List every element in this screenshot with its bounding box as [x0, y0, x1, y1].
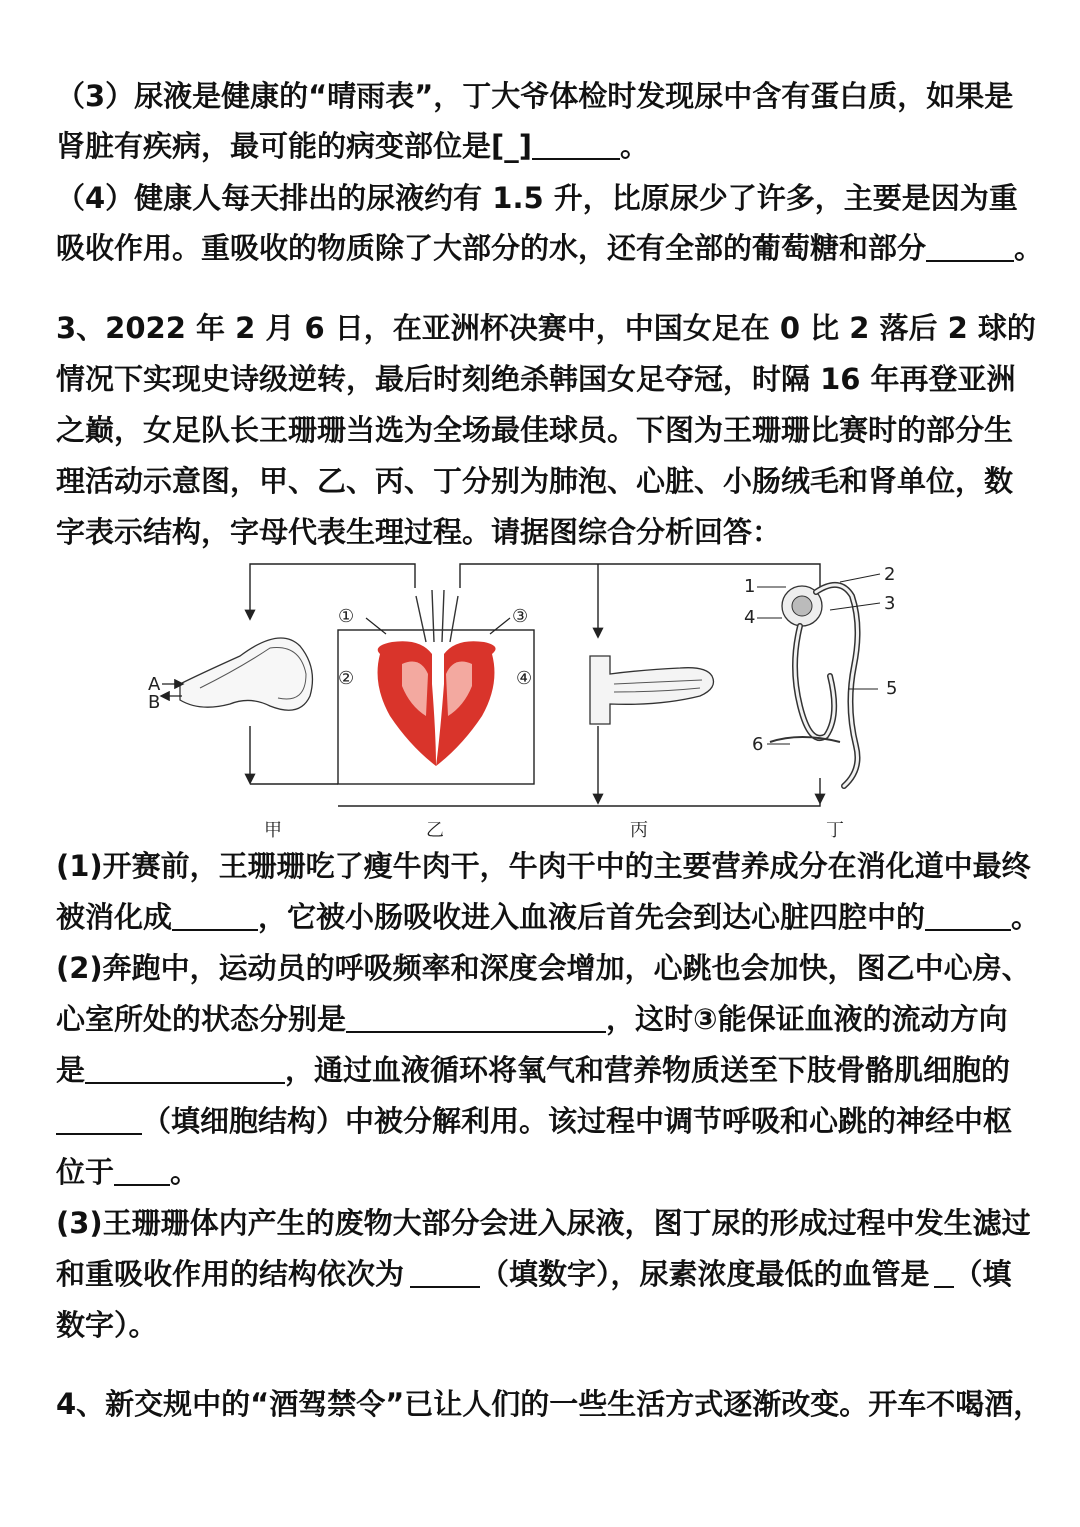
answer-blank[interactable] — [114, 1156, 170, 1186]
heart-illustration — [366, 590, 510, 766]
answer-blank[interactable] — [172, 901, 258, 931]
sub-question-3: (3)王珊珊体内产生的废物大部分会进入尿液，图丁尿的形成过程中发生滤过 — [56, 1206, 1031, 1240]
text-line: （3）尿液是健康的“晴雨表”，丁大爷体检时发现尿中含有蛋白质，如果是 — [56, 79, 1014, 113]
answer-blank[interactable] — [532, 130, 620, 160]
circulation-line — [338, 796, 820, 806]
label-n4: 4 — [744, 607, 756, 628]
label-n6: 6 — [752, 734, 764, 755]
sub-question-3: 和重吸收作用的结构依次为 （填数字），尿素浓度最低的血管是 （填 — [56, 1257, 1012, 1291]
answer-blank[interactable] — [926, 232, 1014, 262]
sub-question-1: 被消化成 ，它被小肠吸收进入血液后首先会到达心脏四腔中的 。 — [56, 900, 1041, 934]
question-3-text: 理活动示意图，甲、乙、丙、丁分别为肺泡、心脏、小肠绒毛和肾单位，数 — [56, 464, 1014, 498]
sub-question-2: 是 ，通过血液循环将氧气和营养物质送至下肢骨骼肌细胞的 — [56, 1053, 1011, 1087]
sub-question-3: 数字）。 — [56, 1308, 158, 1342]
physiology-diagram — [140, 556, 930, 846]
label-c2: ② — [338, 668, 355, 689]
answer-blank[interactable] — [410, 1258, 480, 1288]
heart-box — [338, 630, 534, 784]
question-3-text: 3、2022 年 2 月 6 日，在亚洲杯决赛中，中国女足在 0 比 2 落后 2 球的 — [56, 311, 1036, 345]
label-A: A — [148, 674, 161, 695]
label-c3: ③ — [512, 606, 529, 627]
answer-blank[interactable] — [346, 1003, 606, 1033]
label-n1: 1 — [744, 576, 756, 597]
question-3-text: 字表示结构，字母代表生理过程。请据图综合分析回答： — [56, 515, 782, 549]
text-line: 吸收作用。重吸收的物质除了大部分的水，还有全部的葡萄糖和部分 。 — [56, 231, 1044, 265]
question-3-text: 情况下实现史诗级逆转，最后时刻绝杀韩国女足夺冠，时隔 16 年再登亚洲 — [56, 362, 1016, 396]
answer-blank[interactable] — [934, 1258, 954, 1288]
label-B: B — [148, 692, 161, 713]
answer-blank[interactable] — [56, 1105, 142, 1135]
question-4-text: 4、新交规中的“酒驾禁令”已让人们的一些生活方式逐渐改变。开车不喝酒， — [56, 1387, 1043, 1421]
nephron-illustration — [757, 574, 880, 786]
label-yi: 乙 — [426, 820, 444, 841]
answer-blank[interactable] — [925, 901, 1011, 931]
label-c4: ④ — [516, 668, 533, 689]
alveolus-illustration — [162, 638, 312, 710]
sub-question-1: (1)开赛前，王珊珊吃了瘦牛肉干，牛肉干中的主要营养成分在消化道中最终 — [56, 849, 1031, 883]
circulation-line — [460, 564, 820, 588]
label-c1: ① — [338, 606, 355, 627]
sub-question-2: （填细胞结构）中被分解利用。该过程中调节呼吸和心跳的神经中枢 — [56, 1099, 1012, 1140]
text-line: 肾脏有疾病，最可能的病变部位是[_] 。 — [56, 129, 650, 163]
diagram-svg — [140, 556, 930, 846]
sub-question-2: (2)奔跑中，运动员的呼吸频率和深度会增加，心跳也会加快，图乙中心房、 — [56, 951, 1031, 985]
circulation-line — [250, 564, 415, 618]
sub-question-2: 心室所处的状态分别是 ，这时③能保证血液的流动方向 — [56, 1002, 1008, 1036]
villus-illustration — [590, 656, 714, 724]
label-ding: 丁 — [826, 820, 844, 841]
label-n2: 2 — [884, 564, 896, 585]
answer-blank[interactable] — [85, 1054, 285, 1084]
label-jia: 甲 — [264, 820, 282, 841]
label-n5: 5 — [886, 678, 898, 699]
text-line: （4）健康人每天排出的尿液约有 1.5 升，比原尿少了许多，主要是因为重 — [56, 181, 1018, 215]
question-3-text: 之巅，女足队长王珊珊当选为全场最佳球员。下图为王珊珊比赛时的部分生 — [56, 413, 1014, 447]
sub-question-2: 位于 。 — [56, 1155, 200, 1189]
label-bing: 丙 — [630, 820, 648, 841]
label-n3: 3 — [884, 593, 896, 614]
